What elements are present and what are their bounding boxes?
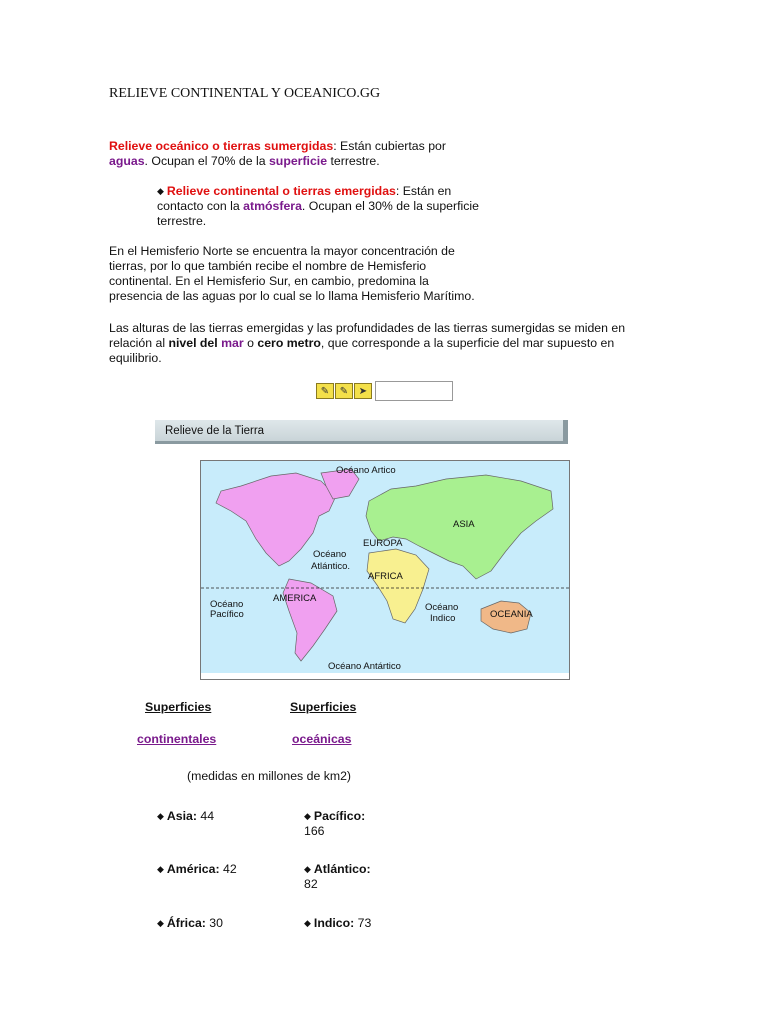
label-europe: EUROPA — [363, 538, 403, 549]
text-line: continental. En el Hemisferio Sur, en cambio, predomina la — [109, 274, 429, 288]
paragraph-continental — [157, 184, 517, 229]
ocean-name: Atlántico: — [313, 862, 371, 876]
text: . Ocupan el 70% de la — [144, 154, 269, 168]
header-superficies-oceanicas: Superficies — [290, 700, 357, 714]
map-title-banner: Relieve de la Tierra — [155, 420, 568, 444]
page-title: RELIEVE CONTINENTAL Y OCEANICO.GG — [109, 86, 381, 101]
ocean-value: 82 — [304, 877, 318, 891]
text-line: En el Hemisferio Norte se encuentra la mayor concentración de — [109, 244, 455, 258]
text-line: equilibrio. — [109, 351, 162, 365]
link-atmosfera: atmósfera — [243, 199, 302, 213]
term-continental: Relieve continental o tierras emergidas — [166, 184, 396, 198]
bullet-icon: ◆ — [157, 864, 164, 874]
label-africa: AFRICA — [368, 571, 403, 582]
label-indian-oceano: Océano — [425, 602, 459, 613]
continent-name: Asia: — [166, 809, 197, 823]
list-item-ocean — [304, 862, 384, 892]
label-antarctic: Océano Antártico — [328, 661, 401, 672]
list-item-continent — [157, 916, 223, 931]
text-line: Las alturas de las tierras emergidas y las profundidades de las tierras sumergidas se miden en — [109, 321, 626, 335]
list-item-ocean — [304, 809, 384, 839]
continent-value: 44 — [200, 809, 215, 823]
text: , que corresponde a la superficie del mar supuesto en — [320, 336, 615, 350]
text: o — [243, 336, 258, 350]
edit-icon[interactable]: ✎ — [335, 383, 353, 399]
link-oceanicas[interactable]: oceánicas — [292, 732, 352, 746]
africa-shape — [367, 549, 429, 623]
link-superficie: superficie — [268, 154, 328, 168]
paragraph-sea-level — [109, 321, 669, 366]
bullet-icon: ◆ — [157, 811, 164, 821]
link-aguas: aguas — [109, 154, 145, 168]
text-line: tierras, por lo que también recibe el nombre de Hemisferio — [109, 259, 427, 273]
ocean-value: 166 — [304, 824, 325, 838]
term-nivel: nivel del — [168, 336, 218, 350]
list-item-ocean — [304, 916, 371, 931]
link-continentales[interactable]: continentales — [137, 732, 217, 746]
label-atlantic-oceano: Océano — [313, 549, 347, 560]
continent-value: 42 — [222, 862, 237, 876]
continent-name: África: — [166, 916, 206, 930]
label-indian: Indico — [430, 613, 456, 624]
bullet-icon: ◆ — [304, 918, 311, 928]
text: : Están cubiertas por — [333, 139, 446, 153]
label-oceania: OCEANIA — [490, 609, 533, 620]
term-oceanic: Relieve oceánico o tierras sumergidas — [109, 139, 334, 153]
text: . Ocupan el 30% de la superficie — [301, 199, 479, 213]
link-mar: mar — [221, 336, 244, 350]
ocean-name: Pacífico: — [313, 809, 366, 823]
paragraph-hemispheres — [109, 244, 509, 304]
ocean-name: Indico: — [313, 916, 355, 930]
list-item-continent — [157, 809, 214, 824]
label-arctic: Océano Artico — [336, 465, 396, 476]
text-input[interactable] — [375, 381, 453, 401]
form-toolbar — [316, 381, 453, 401]
label-america: AMERICA — [273, 593, 317, 604]
text: relación al — [109, 336, 169, 350]
units-note: (medidas en millones de km2) — [187, 769, 352, 783]
term-cero-metro: cero metro — [257, 336, 321, 350]
paragraph-oceanic — [109, 139, 489, 169]
text: contacto con la — [157, 199, 244, 213]
world-map — [200, 460, 570, 680]
text: : Están en — [395, 184, 452, 198]
text: terrestre. — [327, 154, 380, 168]
continent-value: 30 — [209, 916, 223, 930]
edit-icon[interactable]: ✎ — [316, 383, 334, 399]
bullet-icon: ◆ — [157, 918, 164, 928]
antarctica-shape — [201, 673, 569, 679]
list-item-continent — [157, 862, 237, 877]
text-line — [109, 336, 669, 351]
text-line: presencia de las aguas por lo cual se lo llama Hemisferio Marítimo. — [109, 289, 475, 303]
south-america-shape — [283, 579, 337, 661]
arrow-icon[interactable]: ➤ — [354, 383, 372, 399]
bullet-icon: ◆ — [304, 811, 311, 821]
label-asia: ASIA — [453, 519, 475, 530]
continent-name: América: — [166, 862, 220, 876]
header-superficies-continentales: Superficies — [145, 700, 212, 714]
bullet-icon: ◆ — [304, 864, 311, 874]
label-pacific-oceano: Océano — [210, 599, 244, 610]
bullet-icon: ◆ — [157, 186, 164, 196]
ocean-value: 73 — [357, 916, 372, 930]
world-map-graphic — [201, 461, 569, 679]
text: terrestre. — [157, 214, 207, 228]
label-atlantic: Atlántico. — [311, 561, 351, 572]
label-pacific: Pacífico — [210, 609, 244, 620]
